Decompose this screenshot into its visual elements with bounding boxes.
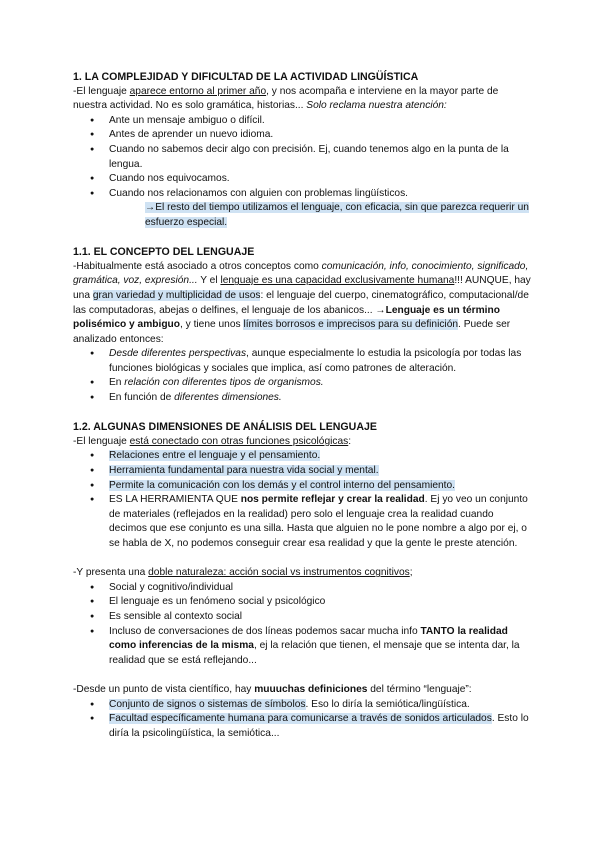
list-item: ● Cuando no sabemos decir algo con precisión. Ej, cuando tenemos algo en la punta de la lengua. [73, 143, 533, 172]
document-page [73, 70, 533, 741]
list-item: ● En relación con diferentes tipos de organismos. [73, 376, 533, 391]
list-item: ● Cuando nos relacionamos con alguien con problemas lingüísticos. [73, 187, 533, 202]
definitions-paragraph: -Desde un punto de vista científico, hay muuuchas definiciones del término “lenguaje”: [73, 683, 472, 695]
definitions-list [73, 698, 533, 742]
list-item: ● En función de diferentes dimensiones. [73, 391, 533, 406]
section-title-1: 1. LA COMPLEJIDAD Y DIFICULTAD DE LA ACTIVIDAD LINGÜÍSTICA [73, 71, 419, 83]
nature-list [73, 581, 533, 669]
nature-paragraph: -Y presenta una doble naturaleza: acción social vs instrumentos cognitivos; [73, 567, 413, 579]
concept-paragraph: -Habitualmente está asociado a otros conceptos como comunicación, info, conocimiento, significado, gramática, voz, expresión... Y el lenguaje es una capacidad exclusivamente humana!!! AUNQUE, hay una gran variedad y multiplicidad de usos: el lenguaje del cuerpo, cinematográfico, computacional/de las computadoras, abejas o delfines, el lenguaje de los abanicos... →Lenguaje es un término polisémico y ambiguo, y tiene unos límites borrosos e imprecisos para su definición. Puede ser analizado entonces: [73, 260, 531, 345]
list-item: ● Facultad específicamente humana para comunicarse a través de sonidos articulados. Esto lo diría la psicolingüística, la semiótica... [73, 712, 533, 741]
dimensions-paragraph: -El lenguaje está conectado con otras funciones psicológicas: [73, 435, 352, 447]
analysis-list [73, 347, 533, 405]
list-item: ● Cuando nos equivocamos. [73, 172, 533, 187]
list-item: ● Permite la comunicación con los demás y el control interno del pensamiento. [73, 479, 533, 494]
list-item: ● Ante un mensaje ambiguo o difícil. [73, 114, 533, 129]
intro-paragraph: -El lenguaje aparece entorno al primer año, y nos acompaña e interviene en la mayor parte de nuestra actividad. No es solo gramática, historias... Solo reclama nuestra atención: [73, 85, 499, 112]
arrow-note: →El resto del tiempo utilizamos el lenguaje, con eficacia, sin que parezca requerir un esfuerzo especial. [145, 202, 529, 228]
section-title-1-1: 1.1. EL CONCEPTO DEL LENGUAJE [73, 246, 255, 259]
list-item: ● Social y cognitivo/individual [73, 581, 533, 596]
attention-list [73, 114, 533, 202]
list-item: ● Conjunto de signos o sistemas de símbolos. Eso lo diría la semiótica/lingüística. [73, 698, 533, 713]
list-item: ● Herramienta fundamental para nuestra vida social y mental. [73, 464, 533, 479]
list-item: ● ES LA HERRAMIENTA QUE nos permite reflejar y crear la realidad. Ej yo veo un conjunto de materiales (reflejados en la realidad) pero solo el lenguaje crea la realidad cuando decimos que ese conjunto es una silla. Hasta que alguien no le pone nombre a algo por ej, o se habla de X, no podemos conseguir crear esa realidad y que la gente le preste atención. [73, 493, 533, 551]
list-item: ● El lenguaje es un fenómeno social y psicológico [73, 595, 533, 610]
list-item: ● Relaciones entre el lenguaje y el pensamiento. [73, 449, 533, 464]
list-item: ● Antes de aprender un nuevo idioma. [73, 128, 533, 143]
list-item: ● Es sensible al contexto social [73, 610, 533, 625]
list-item: ● Desde diferentes perspectivas, aunque especialmente lo estudia la psicología por todas las funciones biológicas y sociales que implica, así como patrones de alteración. [73, 347, 533, 376]
functions-list [73, 449, 533, 551]
section-title-1-2: 1.2. ALGUNAS DIMENSIONES DE ANÁLISIS DEL LENGUAJE [73, 421, 377, 434]
list-item: ● Incluso de conversaciones de dos líneas podemos sacar mucha info TANTO la realidad como inferencias de la misma, ej la relación que tienen, el mensaje que se intenta dar, la realidad que se está reflejando... [73, 625, 533, 669]
